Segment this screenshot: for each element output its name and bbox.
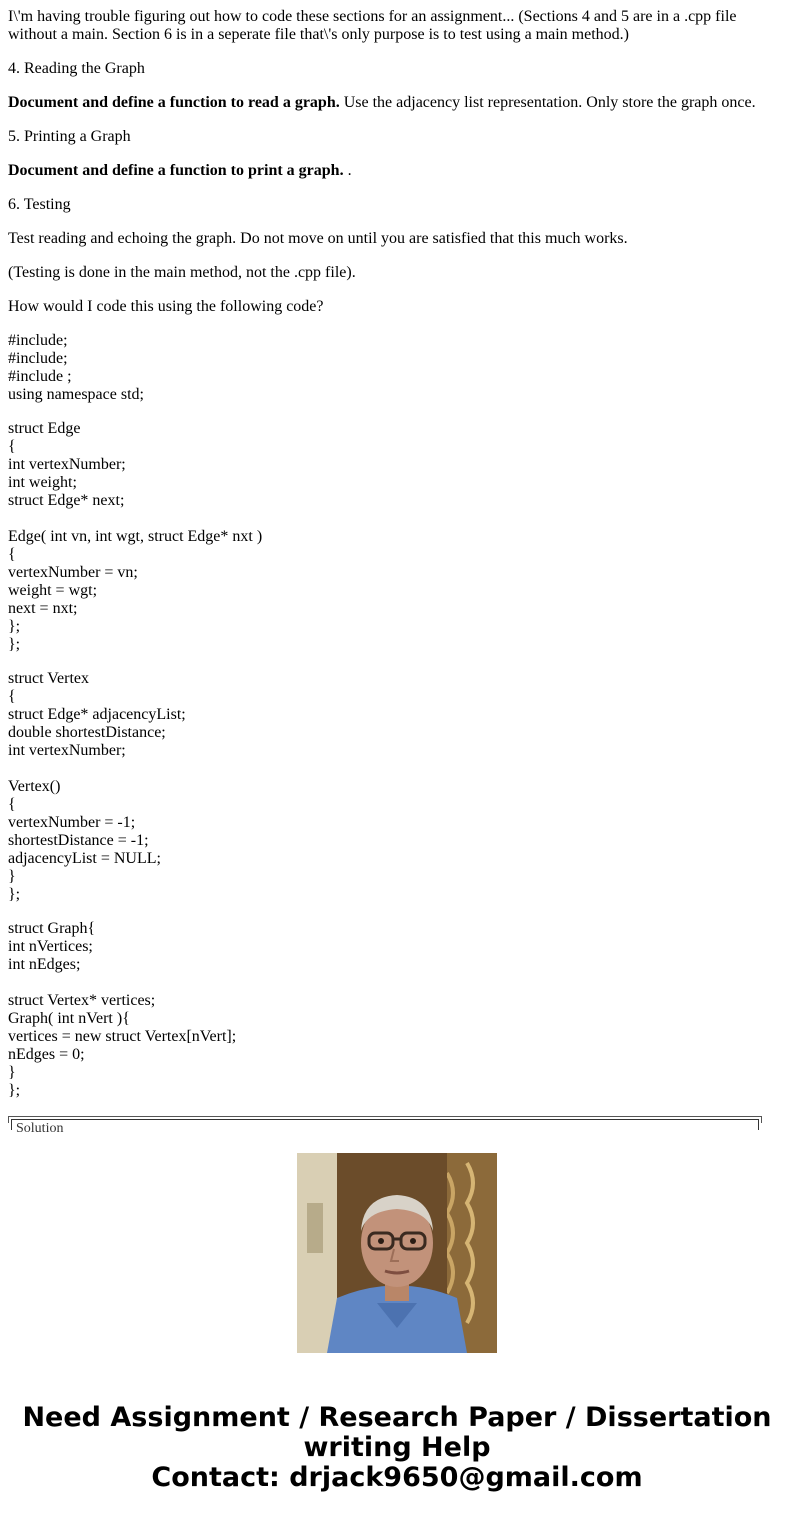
section-5-text bbox=[8, 162, 768, 180]
code-line: }; bbox=[8, 618, 21, 635]
code-line: #include; bbox=[8, 332, 68, 349]
promo-line-1: Need Assignment / Research Paper / Dissertation bbox=[22, 1402, 772, 1433]
promo-banner bbox=[0, 1403, 794, 1493]
code-line: int vertexNumber; bbox=[8, 742, 126, 759]
code-line: nEdges = 0; bbox=[8, 1046, 85, 1063]
code-line: { bbox=[8, 438, 16, 455]
promo-contact: Contact: drjack9650@gmail.com bbox=[151, 1462, 643, 1493]
code-line: int weight; bbox=[8, 474, 77, 491]
code-line: struct Edge* next; bbox=[8, 492, 125, 509]
question-ask: How would I code this using the following code? bbox=[8, 298, 324, 315]
section-6-heading: 6. Testing bbox=[8, 196, 71, 213]
section-4-text bbox=[8, 94, 768, 112]
intro-text: I\'m having trouble figuring out how to code these sections for an assignment... (Sections 4 and 5 are in a .cpp file without a main. Section 6 is in a seperate file that\'s only purpose is to test using a main method.) bbox=[8, 8, 737, 43]
section-4-heading: 4. Reading the Graph bbox=[8, 60, 145, 77]
code-graph-struct bbox=[8, 920, 768, 1100]
code-line: double shortestDistance; bbox=[8, 724, 166, 741]
code-line bbox=[8, 760, 768, 778]
section-6-text: Test reading and echoing the graph. Do not move on until you are satisfied that this much works. bbox=[8, 230, 628, 247]
code-line: vertices = new struct Vertex[nVert]; bbox=[8, 1028, 237, 1045]
code-line: vertexNumber = -1; bbox=[8, 814, 136, 831]
tutor-avatar bbox=[297, 1153, 497, 1353]
code-includes bbox=[8, 332, 768, 404]
testing-note: (Testing is done in the main method, not the .cpp file). bbox=[8, 264, 356, 281]
code-line: next = nxt; bbox=[8, 600, 78, 617]
section-5-rest: . bbox=[343, 162, 352, 179]
code-line bbox=[8, 974, 768, 992]
question-content bbox=[8, 8, 768, 1116]
code-line: weight = wgt; bbox=[8, 582, 98, 599]
code-line: struct Vertex bbox=[8, 670, 90, 687]
code-line: int vertexNumber; bbox=[8, 456, 126, 473]
code-line: Edge( int vn, int wgt, struct Edge* nxt ) bbox=[8, 528, 263, 545]
code-line: { bbox=[8, 796, 16, 813]
code-line: }; bbox=[8, 1082, 21, 1099]
code-line: struct Edge* adjacencyList; bbox=[8, 706, 186, 723]
code-line: int nVertices; bbox=[8, 938, 93, 955]
code-edge-struct bbox=[8, 420, 768, 654]
code-line: #include ; bbox=[8, 368, 72, 385]
code-vertex-struct bbox=[8, 670, 768, 904]
code-line: adjacencyList = NULL; bbox=[8, 850, 161, 867]
section-4-rest: Use the adjacency list representation. Only store the graph once. bbox=[339, 94, 756, 111]
code-line: } bbox=[8, 1064, 16, 1081]
section-5-heading: 5. Printing a Graph bbox=[8, 128, 131, 145]
code-line: struct Edge bbox=[8, 420, 81, 437]
section-5-bold: Document and define a function to print a graph. bbox=[8, 162, 344, 179]
embedded-solution-frame[interactable] bbox=[8, 1116, 762, 1136]
embedded-solution-inner bbox=[11, 1119, 759, 1136]
code-line: struct Vertex* vertices; bbox=[8, 992, 156, 1009]
code-line: Graph( int nVert ){ bbox=[8, 1010, 130, 1027]
code-line: vertexNumber = vn; bbox=[8, 564, 138, 581]
code-line: { bbox=[8, 546, 16, 563]
code-line: struct Graph{ bbox=[8, 920, 96, 937]
code-line bbox=[8, 510, 768, 528]
code-line: { bbox=[8, 688, 16, 705]
code-line: using namespace std; bbox=[8, 386, 144, 403]
code-line: }; bbox=[8, 636, 21, 653]
code-line: shortestDistance = -1; bbox=[8, 832, 149, 849]
code-line: }; bbox=[8, 886, 21, 903]
section-4-bold: Document and define a function to read a graph. bbox=[8, 94, 340, 111]
code-line: #include; bbox=[8, 350, 68, 367]
tutor-portrait-image bbox=[297, 1153, 497, 1353]
promo-line-2: writing Help bbox=[303, 1432, 491, 1463]
code-line: int nEdges; bbox=[8, 956, 81, 973]
code-line: } bbox=[8, 868, 16, 885]
embedded-solution-label: Solution bbox=[16, 1121, 64, 1136]
code-line: Vertex() bbox=[8, 778, 61, 795]
